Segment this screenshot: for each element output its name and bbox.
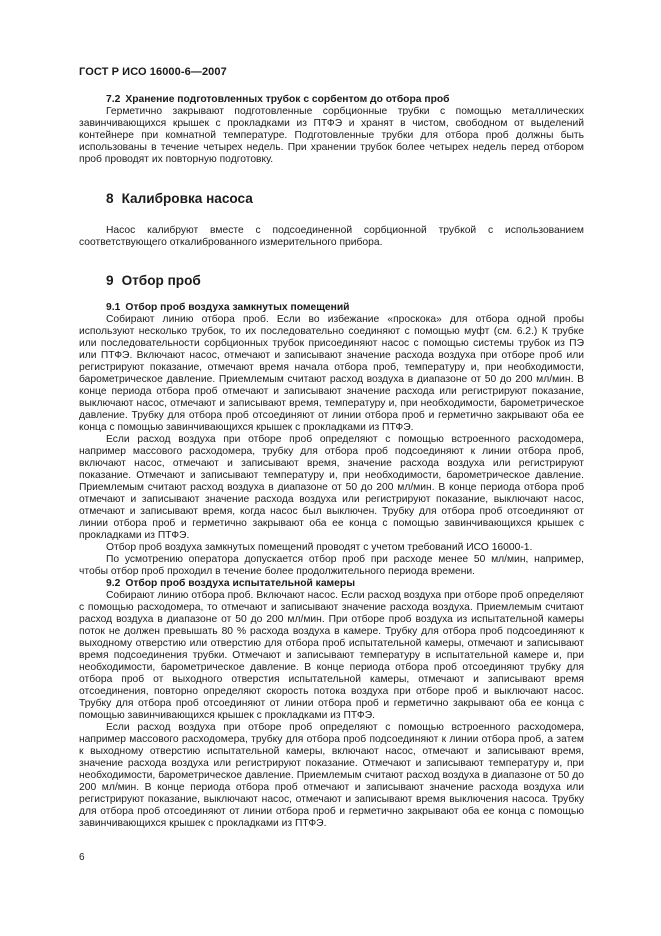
page-content [79, 94, 584, 830]
section-9-2-paragraph-1: Собирают линию отбора проб. Включают насос. Если расход воздуха при отборе проб определяют с помощью расходомера, то отмечают и записывают значение расхода воздуха. Приемлемым считают расход воздуха в диапазоне от 50 до 200 мл/мин. При отборе проб воздуха из испытательной камеры поток не должен превышать 80 % расхода воздуха в камере. Трубку для отбора проб подсоединяют к выходному отверстию или отверстию для отбора проб испытательной камеры, отмечают и записывают время подсоединения трубки. Отмечают и записывают температуру в испытательной камере и, при необходимости, барометрическое давление. В конце периода отбора проб отсоединяют трубку для отбора проб от выходного отверстия испытательной камеры, отмечают и записывают время отсоединения, повторно определяют скорость потока воздуха при отборе проб и выключают насос. Трубку для отбора проб отсоединяют от линии отбора проб и герметично закрывают оба ее конца с помощью завинчивающихся крышек с прокладками из ПТФЭ. [79, 590, 584, 721]
section-7-2-heading [79, 94, 584, 106]
section-title: Отбор проб [121, 273, 201, 288]
section-title: Хранение подготовленных трубок с сорбентом до отбора проб [125, 94, 450, 105]
section-9-1-heading [79, 302, 584, 314]
section-title: Отбор проб воздуха замкнутых помещений [125, 302, 350, 313]
page-number: 6 [79, 852, 85, 863]
section-number: 9.2 [106, 578, 121, 589]
section-9-2-paragraph-2: Если расход воздуха при отборе проб определяют с помощью встроенного расходомера, например массового расходомера, трубку для отбора проб подсоединяют к линии отбора проб, а затем к выходному отверстию испытательной камеры, включают насос, отмечают и записывают время, значение расхода воздуха или регистрируют показание. Отмечают и записывают температуру и, при необходимости, барометрическое давление. Приемлемым считают расход воздуха в диапазоне от 50 до 200 мл/мин. В конце периода отбора проб отмечают и записывают значение расхода воздуха или регистрируют показание, выключают насос, отмечают и записывают время выключения насоса. Трубку для отбора проб отсоединяют от линии отбора проб и герметично закрывают оба ее конца с помощью завинчивающихся крышек с прокладками из ПТФЭ. [79, 722, 584, 829]
document-code-header: ГОСТ Р ИСО 16000-6—2007 [79, 66, 227, 78]
section-9-2-heading [79, 578, 584, 590]
section-number: 9 [106, 273, 114, 288]
section-title: Калибровка насоса [121, 191, 253, 206]
section-9-heading [79, 273, 584, 289]
section-9-1-paragraph-3: Отбор проб воздуха замкнутых помещений проводят с учетом требований ИСО 16000-1. [106, 542, 533, 553]
section-title: Отбор проб воздуха испытательной камеры [125, 578, 355, 589]
section-9-1-paragraph-4: По усмотрению оператора допускается отбор проб при расходе менее 50 мл/мин, например, чтобы отбор проб проходил в течение более продолжительного периода времени. [79, 554, 584, 577]
section-7-2-paragraph-1: Герметично закрывают подготовленные сорбционные трубки с помощью металлических завинчивающихся крышек с прокладками из ПТФЭ и хранят в чистом, свободном от выделений контейнере при комнатной температуре. Подготовленные трубки для отбора проб должны быть использованы в течение четырех недель. При хранении трубок более четырех недель перед отбором проб проводят их повторную подготовку. [79, 106, 584, 165]
section-number: 9.1 [106, 302, 121, 313]
section-9-1-paragraph-2: Если расход воздуха при отборе проб определяют с помощью встроенного расходомера, например массового расходомера, трубку для отбора проб подсоединяют к линии отбора проб, включают насос, отмечают и записывают время, значение расхода воздуха или регистрируют показание. Отмечают и записывают температуру и, при необходимости, барометрическое давление. Приемлемым считают расход воздуха в диапазоне от 50 до 200 мл/мин. В конце периода отбора проб отмечают и записывают значение расхода воздуха или регистрируют показание, выключают насос, отмечают и записывают время, когда насос был выключен. Трубку для отбора проб отсоединяют от линии отбора проб и герметично закрывают оба ее конца с помощью завинчивающихся крышек с прокладками из ПТФЭ. [79, 434, 584, 541]
section-8-paragraph-1: Насос калибруют вместе с подсоединенной сорбционной трубкой с использованием соответствующего откалиброванного измерительного прибора. [79, 225, 584, 248]
section-number: 8 [106, 191, 114, 206]
section-9-1-paragraph-1: Собирают линию отбора проб. Если во избежание «проскока» для отбора одной пробы используют несколько трубок, то их последовательно соединяют с помощью муфт (см. 6.2.) К трубке или последовательности сорбционных трубок присоединяют насос с помощью системы трубок из ПЭ или ПТФЭ. Включают насос, отмечают и записывают значение расхода воздуха при отборе проб или регистрируют показание, отмечают время начала отбора проб, температуру и, при необходимости, барометрическое давление. Приемлемым считают расход воздуха в диапазоне от 50 до 200 мл/мин. В конце периода отбора проб отмечают и записывают значение расхода или регистрируют показание, выключают насос, отмечают и записывают время, температуру и, при необходимости, барометрическое давление. Трубку для отбора проб отсоединяют от линии отбора проб и герметично закрывают оба ее конца с помощью завинчивающихся крышек с прокладками из ПТФЭ. [79, 314, 584, 433]
section-8-heading [79, 191, 584, 207]
section-number: 7.2 [106, 94, 121, 105]
